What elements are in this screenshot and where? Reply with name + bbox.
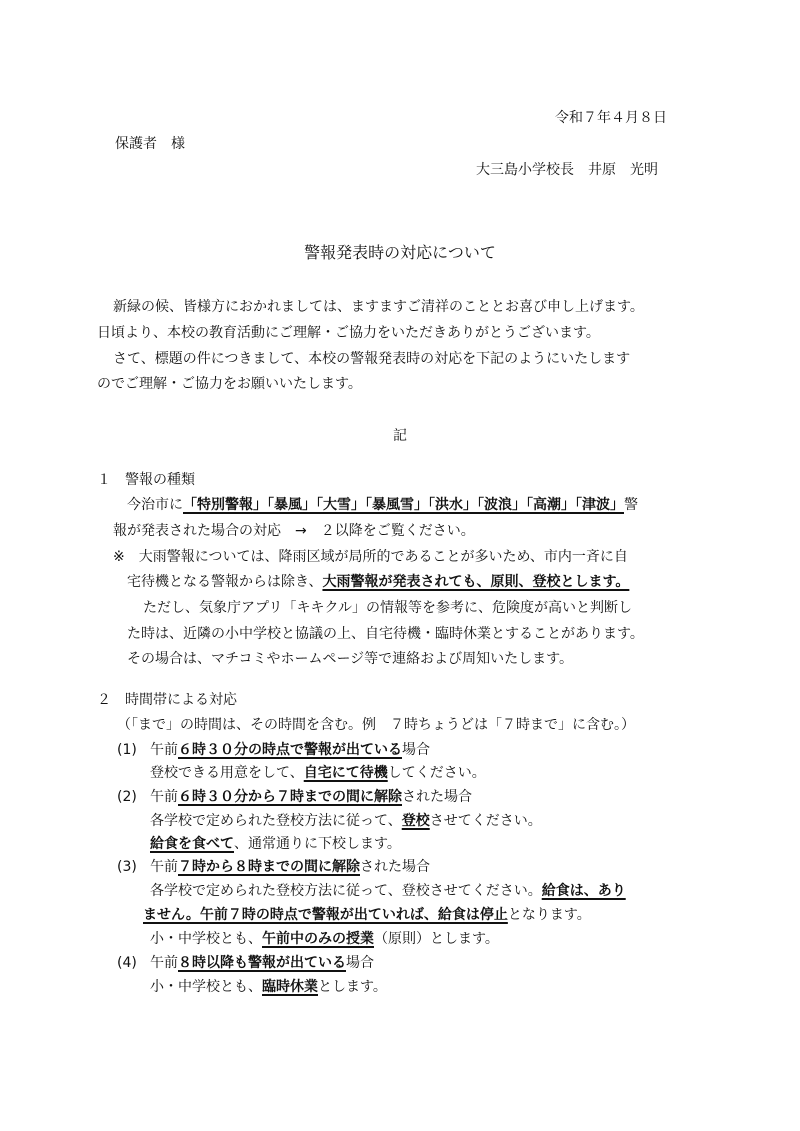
case-heading <box>150 740 430 760</box>
text: 宅待機となる警報からは除き、 <box>127 574 323 590</box>
case-heading <box>150 857 430 877</box>
intro-line: 新緑の候、皆様方におかれましては、ますますご清祥のこととお喜び申し上げます。 <box>113 299 644 315</box>
section2-note: （「まで」の時間は、その時間を含む。例 ７時ちょうどは「７時まで」に含む。） <box>117 717 635 733</box>
text: 午前 <box>150 742 178 758</box>
note-line: その場合は、マチコミやホームページ等で連絡および周知いたします。 <box>127 651 574 667</box>
text: 午前 <box>150 789 178 805</box>
section1-line <box>127 495 638 515</box>
emphasis: ６時３０分から７時までの間に解除 <box>178 789 402 805</box>
case-body <box>143 905 591 925</box>
intro-line: さて、標題の件につきまして、本校の警報発表時の対応を下記のようにいたします <box>113 351 631 367</box>
text: させてください。 <box>429 813 542 829</box>
recipient: 保護者 様 <box>115 136 185 152</box>
text: とします。 <box>318 979 387 995</box>
emphasis: 自宅にて待機 <box>303 765 388 781</box>
case-heading <box>150 787 472 807</box>
intro-line: のでご理解・ご協力をお願いいたします。 <box>97 376 362 392</box>
date: 令和７年４月８日 <box>555 110 667 126</box>
emphasis: ません。午前７時の時点で警報が出ていれば、給食は停止 <box>143 907 508 923</box>
text: 今治市に <box>127 497 183 513</box>
section2-heading: ２ 時間帯による対応 <box>97 692 237 708</box>
case-body <box>150 763 486 783</box>
emphasis: ７時から８時までの間に解除 <box>178 859 360 875</box>
text: された場合 <box>360 859 430 875</box>
text: 各学校で定められた登校方法に従って、登校させてください。 <box>150 883 542 899</box>
emphasis: 給食は、あり <box>541 883 626 899</box>
heavy-rain-rule: 大雨警報が発表されても、原則、登校とします。 <box>322 574 630 590</box>
ki-mark: 記 <box>393 428 407 444</box>
emphasis: 臨時休業 <box>262 979 318 995</box>
text: 場合 <box>402 742 430 758</box>
emphasis: ６時３０分の時点で警報が出ている <box>178 742 402 758</box>
text: （原則）とします。 <box>374 931 499 947</box>
note-line: た時は、近隣の小中学校と協議の上、自宅待機・臨時休業とすることがあります。 <box>127 626 644 642</box>
note-line: ※ 大雨警報については、降雨区域が局所的であることが多いため、市内一斉に自 <box>113 549 628 565</box>
text: 、通常通りに下校します。 <box>234 836 401 852</box>
warning-types: 「特別警報」「暴風」「大雪」「暴風雪」「洪水」「波浪」「高潮」「津波」 <box>183 497 624 513</box>
section1-heading: １ 警報の種類 <box>97 472 195 488</box>
emphasis: 登校 <box>401 813 430 829</box>
text: してください。 <box>387 765 486 781</box>
case-number: (2) <box>117 789 137 805</box>
intro-line: 日頃より、本校の教育活動にご理解・ご協力をいただきありがとうございます。 <box>97 325 600 341</box>
case-number: (1) <box>117 742 137 758</box>
case-body <box>150 811 542 831</box>
note-line: ただし、気象庁アプリ「キキクル」の情報等を参考に、危険度が高いと判断し <box>143 600 633 616</box>
case-number: (4) <box>117 955 137 971</box>
text: 警 <box>624 497 638 513</box>
text: 午前 <box>150 955 178 971</box>
case-body <box>150 929 499 949</box>
emphasis: 午前中のみの授業 <box>262 931 374 947</box>
emphasis: 給食を食べて <box>150 836 234 852</box>
page-title: 警報発表時の対応について <box>304 243 496 262</box>
emphasis: ８時以降も警報が出ている <box>178 955 346 971</box>
case-body <box>150 834 401 854</box>
text: 小・中学校とも、 <box>150 979 262 995</box>
text: 小・中学校とも、 <box>150 931 262 947</box>
text: 場合 <box>346 955 374 971</box>
text: 午前 <box>150 859 178 875</box>
sender: 大三島小学校長 井原 光明 <box>476 162 658 178</box>
text: 各学校で定められた登校方法に従って、 <box>150 813 402 829</box>
case-heading <box>150 953 374 973</box>
text: となります。 <box>507 907 591 923</box>
case-body <box>150 977 387 997</box>
case-body <box>150 881 626 901</box>
text: された場合 <box>402 789 472 805</box>
case-number: (3) <box>117 859 137 875</box>
section1-line: 報が発表された場合の対応 → ２以降をご覧ください。 <box>113 523 475 539</box>
note-line <box>127 572 629 592</box>
text: 登校できる用意をして、 <box>150 765 304 781</box>
